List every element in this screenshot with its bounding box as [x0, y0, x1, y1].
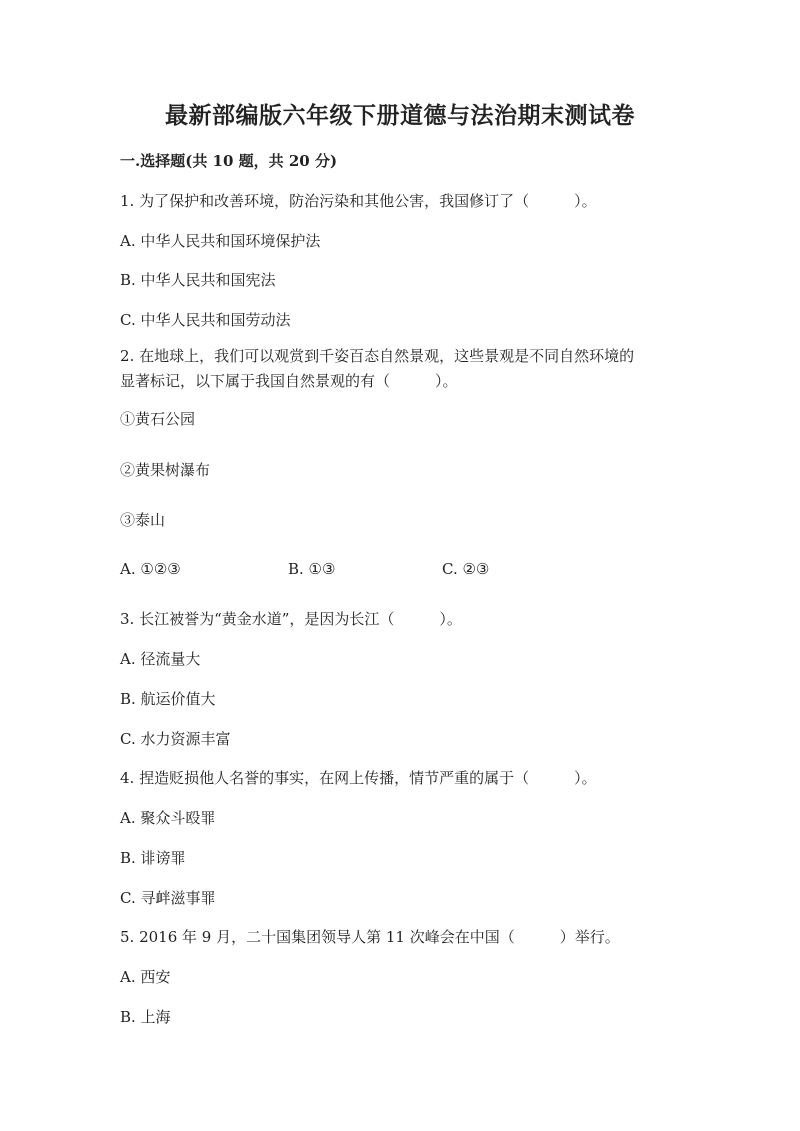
section-heading: 一.选择题(共 10 题，共 20 分): [120, 152, 338, 170]
question-2-option-c: C. ②③: [442, 560, 490, 578]
question-4-option-a: A. 聚众斗殴罪: [120, 809, 216, 827]
question-2-item-3: ③泰山: [120, 511, 166, 529]
question-5-option-a: A. 西安: [120, 968, 171, 986]
question-1-option-a: A. 中华人民共和国环境保护法: [120, 232, 321, 250]
question-5-stem: 5. 2016 年 9 月，二十国集团领导人第 11 次峰会在中国（ ）举行。: [120, 928, 620, 946]
question-4-stem: 4. 捏造贬损他人名誉的事实，在网上传播，情节严重的属于（ ）。: [120, 769, 597, 787]
question-5-option-b: B. 上海: [120, 1008, 171, 1026]
question-3-option-a: A. 径流量大: [120, 650, 201, 668]
question-2-option-b: B. ①③: [288, 560, 336, 578]
page-title: 最新部编版六年级下册道德与法治期末测试卷: [165, 102, 635, 129]
question-2-option-a: A. ①②③: [120, 560, 181, 578]
question-2-item-1: ①黄石公园: [120, 410, 196, 428]
question-2-item-2: ②黄果树瀑布: [120, 461, 211, 479]
question-1-option-c: C. 中华人民共和国劳动法: [120, 311, 291, 329]
question-4-option-b: B. 诽谤罪: [120, 849, 186, 867]
question-1-stem: 1. 为了保护和改善环境，防治污染和其他公害，我国修订了（ ）。: [120, 192, 597, 210]
question-2-stem-line-1: 2. 在地球上，我们可以观赏到千姿百态自然景观，这些景观是不同自然环境的: [120, 347, 635, 365]
question-2-stem-line-2: 显著标记，以下属于我国自然景观的有（ ）。: [120, 372, 458, 390]
question-3-option-b: B. 航运价值大: [120, 690, 216, 708]
question-3-option-c: C. 水力资源丰富: [120, 730, 231, 748]
question-3-stem: 3. 长江被誉为“黄金水道”，是因为长江（ ）。: [120, 610, 462, 628]
question-1-option-b: B. 中华人民共和国宪法: [120, 271, 276, 289]
question-4-option-c: C. 寻衅滋事罪: [120, 889, 216, 907]
